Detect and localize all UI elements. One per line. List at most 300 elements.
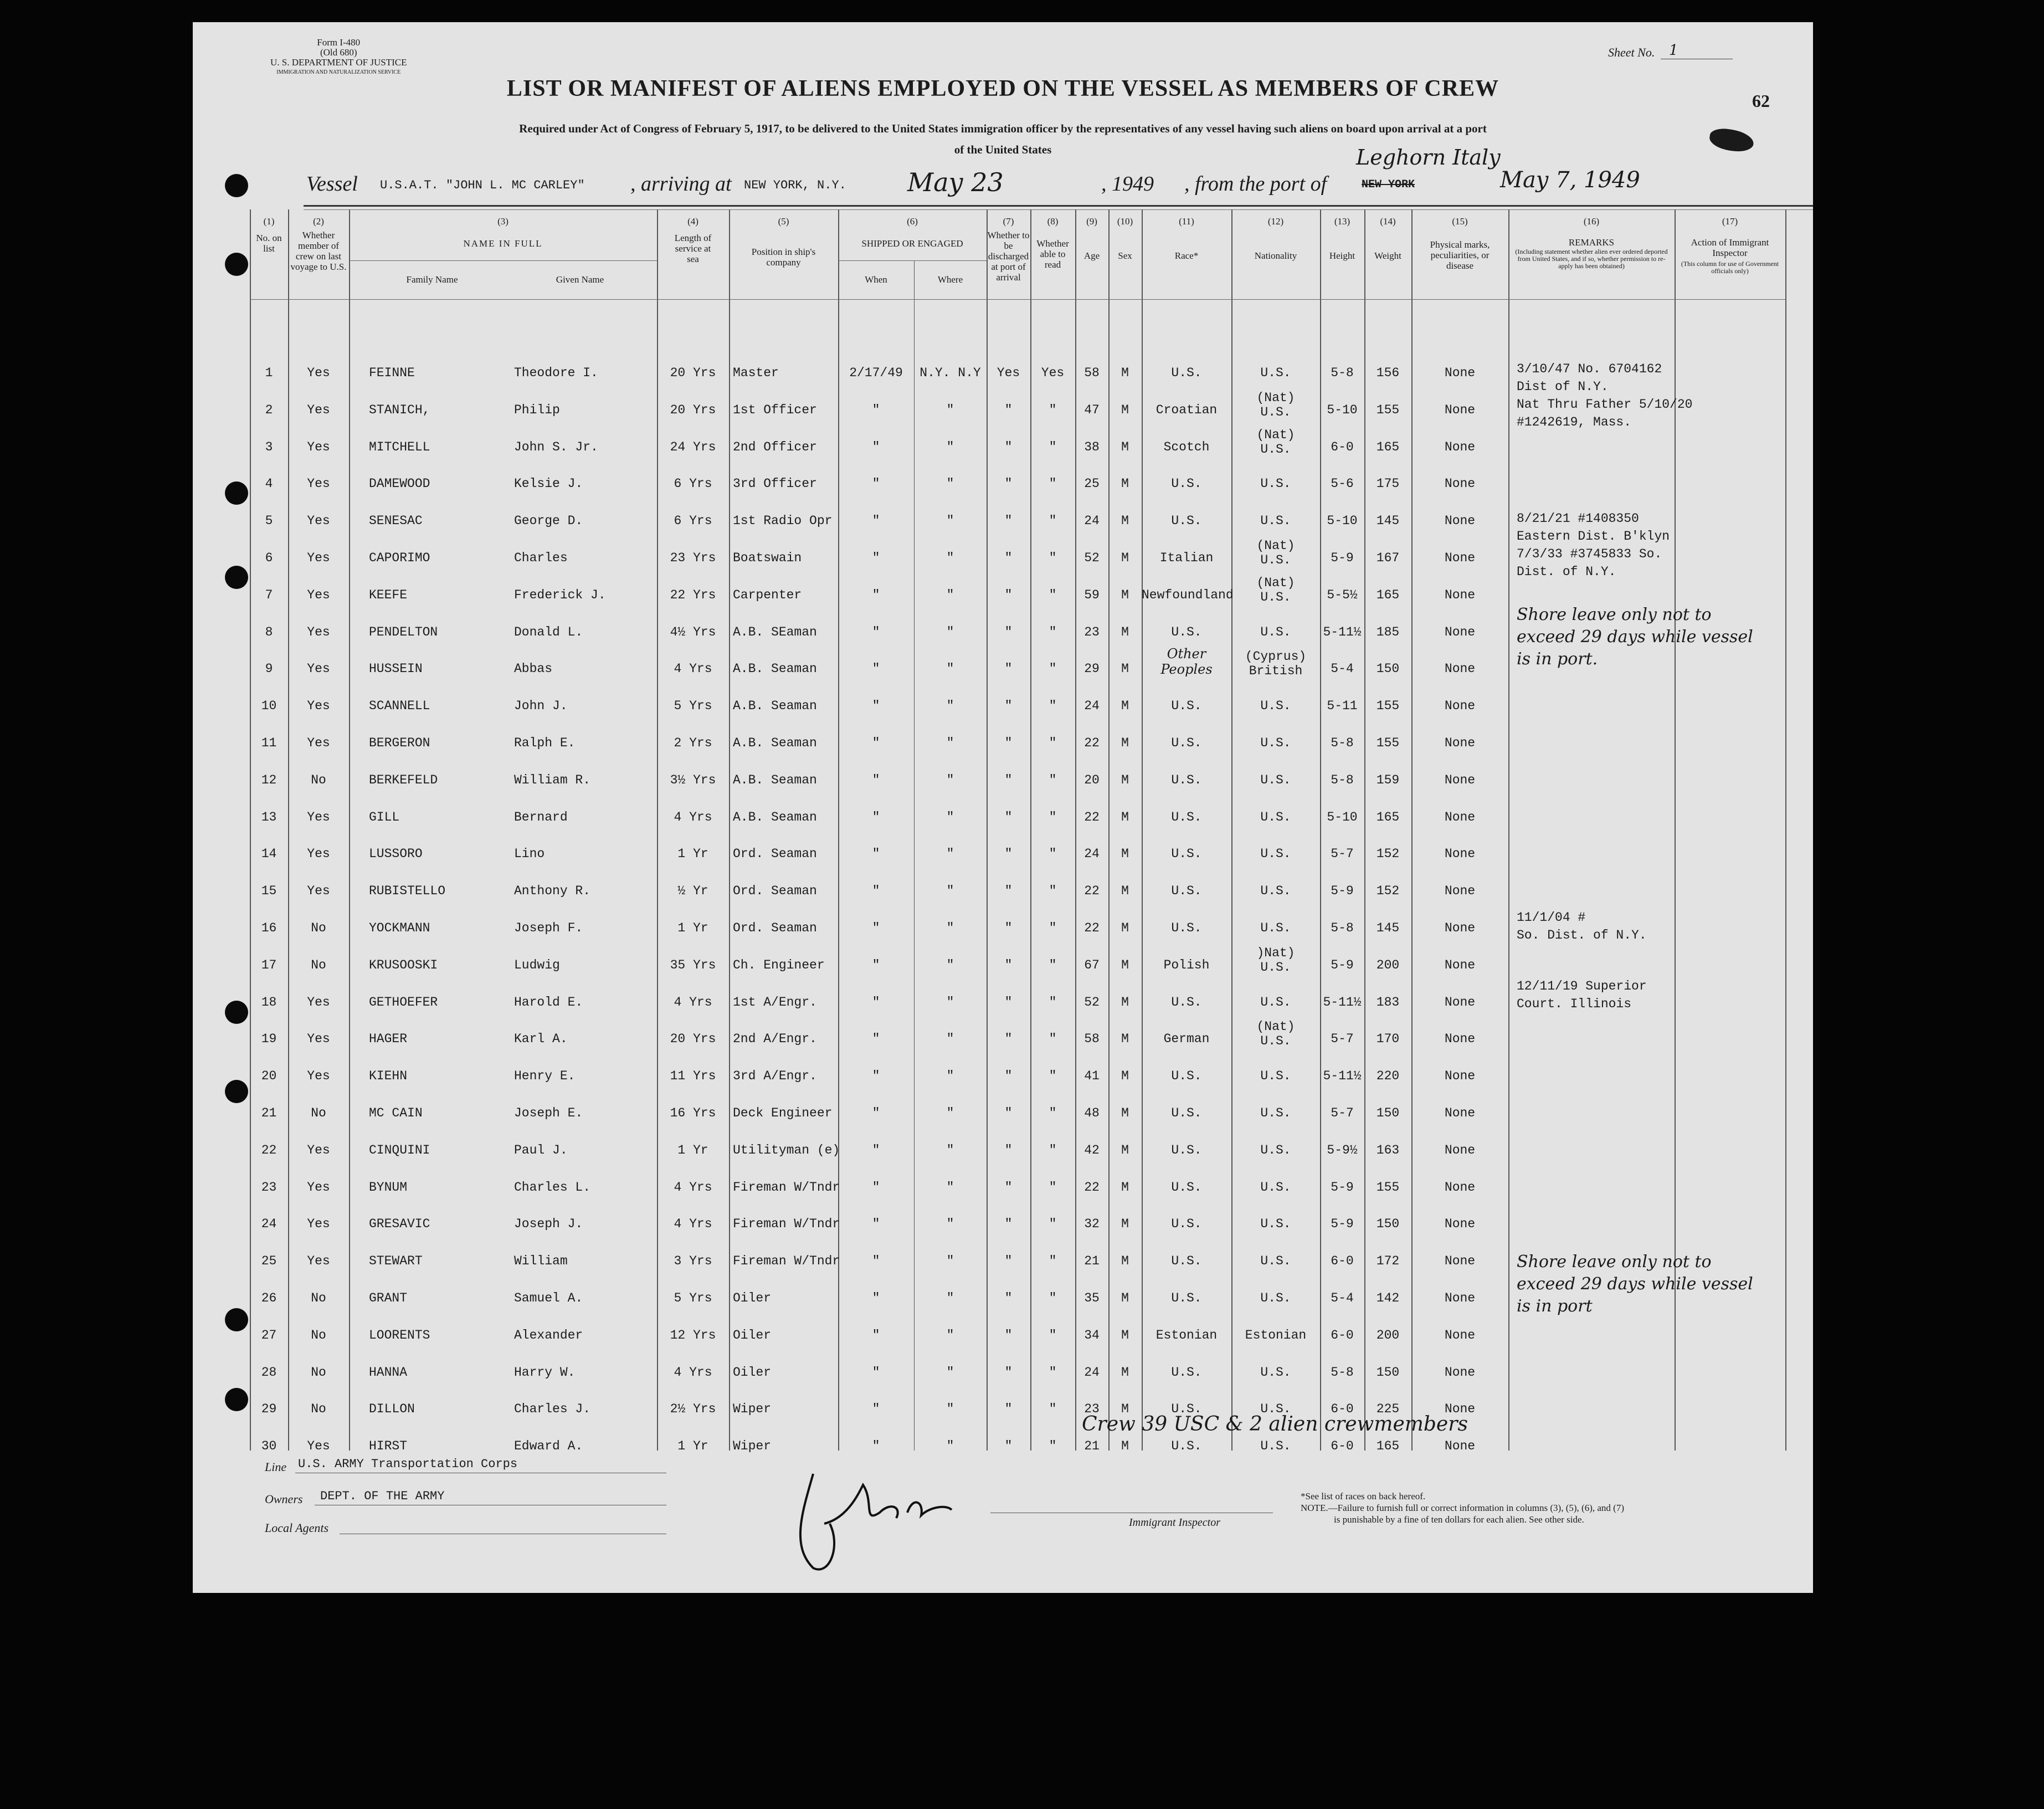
last-voyage: No: [311, 921, 326, 935]
given-name: Edward A.: [514, 1439, 583, 1454]
port-typed-struck: NEW YORK: [1362, 178, 1415, 191]
physical-marks: None: [1444, 884, 1476, 899]
height: 5-10: [1327, 514, 1358, 529]
col-11-label: Race*: [1174, 250, 1199, 261]
able-to-read: ": [1049, 1254, 1057, 1269]
length-of-service: 1 Yr: [677, 847, 708, 862]
discharged: ": [1004, 662, 1013, 677]
from-port-label: , from the port of: [1184, 172, 1327, 196]
height: 6-0: [1331, 1439, 1354, 1454]
given-name: John J.: [514, 699, 568, 714]
page-number: 62: [1752, 91, 1770, 111]
sex: M: [1121, 1254, 1129, 1269]
nationality-prefix: (Nat): [1256, 390, 1295, 405]
sex: M: [1121, 439, 1129, 454]
given-name: Harold E.: [514, 995, 583, 1009]
length-of-service: 1 Yr: [677, 1439, 708, 1454]
weight: 220: [1376, 1069, 1400, 1084]
given-name: Joseph E.: [514, 1106, 583, 1120]
race: U.S.: [1171, 1217, 1202, 1232]
nationality: U.S.: [1260, 514, 1291, 529]
shipped-when: ": [872, 514, 880, 529]
col-11-number: (11): [1179, 216, 1194, 227]
weight: 225: [1376, 1402, 1400, 1417]
table-row: [193, 686, 1813, 724]
position: 1st Radio Opr: [733, 514, 833, 529]
physical-marks: None: [1444, 587, 1476, 602]
shipped-when: ": [872, 551, 880, 565]
sex: M: [1121, 402, 1129, 417]
sex: M: [1121, 587, 1129, 602]
punch-hole: [225, 174, 248, 197]
row-number: 29: [261, 1402, 277, 1417]
race: U.S.: [1171, 1180, 1202, 1195]
discharged: ": [1004, 1439, 1013, 1454]
col-6-number: (6): [907, 216, 918, 227]
family-name-header: Family Name: [406, 274, 458, 285]
nationality: U.S.: [1260, 772, 1291, 787]
row-number: 13: [261, 809, 277, 824]
family-name: GRESAVIC: [369, 1217, 430, 1232]
age: 52: [1084, 995, 1100, 1009]
shipped-when: ": [872, 402, 880, 417]
nationality-value: British: [1249, 664, 1303, 679]
able-to-read: ": [1049, 1328, 1057, 1342]
age: 59: [1084, 587, 1100, 602]
where-header: Where: [937, 274, 963, 285]
physical-marks: None: [1444, 1254, 1476, 1269]
discharged: ": [1004, 1069, 1013, 1084]
nationality-value: U.S.: [1260, 590, 1291, 604]
shipped-where: ": [946, 1291, 954, 1305]
nationality: U.S.: [1260, 624, 1291, 639]
table-row: [193, 761, 1813, 798]
last-voyage: Yes: [307, 995, 330, 1009]
physical-marks: None: [1444, 736, 1476, 750]
given-name: Ralph E.: [514, 736, 576, 750]
position: Deck Engineer: [733, 1106, 833, 1120]
arriving-label: , arriving at: [630, 172, 732, 196]
height: 6-0: [1331, 1402, 1354, 1417]
family-name: RUBISTELLO: [369, 884, 446, 899]
shipped-where: ": [946, 1254, 954, 1269]
col-7-number: (7): [1003, 216, 1014, 227]
row-number: 20: [261, 1069, 277, 1084]
last-voyage: Yes: [307, 1180, 330, 1195]
table-row: [193, 872, 1813, 909]
table-row: [193, 1316, 1813, 1353]
physical-marks: None: [1444, 1032, 1476, 1047]
year: , 1949: [1101, 172, 1154, 196]
col-13-number: (13): [1334, 216, 1350, 227]
departure-date-handwritten: May 7, 1949: [1500, 167, 1640, 193]
row-number: 19: [261, 1032, 277, 1047]
last-voyage: Yes: [307, 1254, 330, 1269]
remarks-note: (Including statement whether alien ever ordered deported from United States, and if so, whether permission to re-apply has been obtained): [1515, 248, 1668, 270]
position: 2nd Officer: [733, 439, 817, 454]
discharged: ": [1004, 1217, 1013, 1232]
nationality: U.S.: [1260, 884, 1291, 899]
height: 5-8: [1331, 921, 1354, 935]
last-voyage: No: [311, 1328, 326, 1342]
manifest-sheet: [193, 22, 1813, 1593]
shipped-when: ": [872, 587, 880, 602]
vessel-label: Vessel: [306, 172, 358, 196]
nationality: U.S.: [1260, 476, 1291, 491]
row-number: 30: [261, 1439, 277, 1454]
row-number: 22: [261, 1142, 277, 1157]
height: 5-5½: [1327, 587, 1358, 602]
row-number: 14: [261, 847, 277, 862]
able-to-read: ": [1049, 624, 1057, 639]
position: Oiler: [733, 1365, 772, 1380]
last-voyage: Yes: [307, 847, 330, 862]
physical-marks: None: [1444, 1069, 1476, 1084]
position: Ch. Engineer: [733, 957, 825, 972]
length-of-service: 1 Yr: [677, 921, 708, 935]
length-of-service: 24 Yrs: [670, 439, 716, 454]
given-name: Kelsie J.: [514, 476, 583, 491]
height: 5-8: [1331, 366, 1354, 380]
physical-marks: None: [1444, 1402, 1476, 1417]
family-name: DILLON: [369, 1402, 415, 1417]
subtitle-line-1: Required under Act of Congress of February 5, 1917, to be delivered to the United States immigration officer by the representatives of any vessel having such aliens on board upon arrival at a port: [519, 122, 1487, 135]
physical-marks: None: [1444, 662, 1476, 677]
col-9-label: Age: [1083, 250, 1100, 261]
able-to-read: ": [1049, 1142, 1057, 1157]
given-name: Theodore I.: [514, 366, 598, 380]
arrival-date-handwritten: May 23: [907, 167, 1004, 197]
length-of-service: 4 Yrs: [674, 1180, 712, 1195]
able-to-read: ": [1049, 1106, 1057, 1120]
family-name: YOCKMANN: [369, 921, 430, 935]
family-name: GETHOEFER: [369, 995, 438, 1009]
nationality: [1231, 427, 1320, 457]
sex: M: [1121, 1032, 1129, 1047]
nationality: [1231, 575, 1320, 604]
height: 5-10: [1327, 809, 1358, 824]
able-to-read: ": [1049, 402, 1057, 417]
weight: 165: [1376, 587, 1400, 602]
port-handwritten: Leghorn Italy: [1356, 145, 1501, 170]
sex: M: [1121, 1291, 1129, 1305]
discharged: ": [1004, 1328, 1013, 1342]
sex: M: [1121, 1217, 1129, 1232]
sex: M: [1121, 921, 1129, 935]
age: 38: [1084, 439, 1100, 454]
last-voyage: Yes: [307, 662, 330, 677]
col-16-number: (16): [1583, 216, 1600, 227]
discharged: ": [1004, 772, 1013, 787]
nationality: U.S.: [1260, 1291, 1291, 1305]
weight: 150: [1376, 1365, 1400, 1380]
given-name: Henry E.: [514, 1069, 576, 1084]
race: U.S.: [1171, 809, 1202, 824]
physical-marks: None: [1444, 439, 1476, 454]
sex: M: [1121, 662, 1129, 677]
weight: 150: [1376, 662, 1400, 677]
able-to-read: ": [1049, 439, 1057, 454]
length-of-service: 6 Yrs: [674, 476, 712, 491]
last-voyage: Yes: [307, 809, 330, 824]
col-16-label: REMARKS: [1568, 237, 1615, 248]
length-of-service: 11 Yrs: [670, 1069, 716, 1084]
shipped-when: ": [872, 884, 880, 899]
form-number: Form I-480: [317, 37, 361, 48]
physical-marks: None: [1444, 809, 1476, 824]
height: 5-8: [1331, 1365, 1354, 1380]
sex: M: [1121, 772, 1129, 787]
height: 5-9: [1331, 551, 1354, 565]
age: 25: [1084, 476, 1100, 491]
row-number: 17: [261, 957, 277, 972]
race: German: [1163, 1032, 1210, 1047]
shipped-when: ": [872, 847, 880, 862]
physical-marks: None: [1444, 957, 1476, 972]
position: A.B. SEaman: [733, 624, 817, 639]
table-row: [193, 1019, 1813, 1057]
sex: M: [1121, 476, 1129, 491]
sex: M: [1121, 1069, 1129, 1084]
age: 24: [1084, 699, 1100, 714]
sex: M: [1121, 1180, 1129, 1195]
race: U.S.: [1171, 772, 1202, 787]
age: 21: [1084, 1439, 1100, 1454]
given-name-header: Given Name: [556, 274, 604, 285]
position: A.B. Seaman: [733, 809, 817, 824]
last-voyage: Yes: [307, 1439, 330, 1454]
last-voyage: Yes: [307, 736, 330, 750]
able-to-read: ": [1049, 1402, 1057, 1417]
height: 5-4: [1331, 662, 1354, 677]
race: U.S.: [1171, 847, 1202, 862]
given-name: Philip: [514, 402, 560, 417]
nationality: U.S.: [1260, 1142, 1291, 1157]
sex: M: [1121, 1328, 1129, 1342]
able-to-read: ": [1049, 514, 1057, 529]
race: U.S.: [1171, 624, 1202, 639]
position: Ord. Seaman: [733, 884, 817, 899]
table-row: [193, 1168, 1813, 1205]
age: 48: [1084, 1106, 1100, 1120]
last-voyage: Yes: [307, 699, 330, 714]
sex: M: [1121, 1142, 1129, 1157]
family-name: GILL: [369, 809, 400, 824]
shipped-when: ": [872, 921, 880, 935]
row-number: 5: [265, 514, 273, 529]
footer-note-penalty-cont: is punishable by a fine of ten dollars for each alien. See other side.: [1334, 1514, 1584, 1525]
race: U.S.: [1171, 1365, 1202, 1380]
family-name: LUSSORO: [369, 847, 423, 862]
vessel-name: U.S.A.T. "JOHN L. MC CARLEY": [380, 178, 585, 192]
age: 42: [1084, 1142, 1100, 1157]
discharged: ": [1004, 1142, 1013, 1157]
weight: 152: [1376, 884, 1400, 899]
sex: M: [1121, 1402, 1129, 1417]
age: 29: [1084, 662, 1100, 677]
race: Croatian: [1155, 402, 1218, 417]
length-of-service: 4 Yrs: [674, 1217, 712, 1232]
shipped-where: ": [946, 884, 954, 899]
handwritten-remark-row-9: Shore leave only not to exceed 29 days while vessel is in port.: [1517, 605, 1753, 669]
nationality: U.S.: [1260, 1254, 1291, 1269]
race: U.S.: [1171, 514, 1202, 529]
able-to-read: ": [1049, 847, 1057, 862]
height: 5-11: [1327, 699, 1358, 714]
family-name: FEINNE: [369, 366, 415, 380]
sex: M: [1121, 1106, 1129, 1120]
age: 32: [1084, 1217, 1100, 1232]
nationality: U.S.: [1260, 1069, 1291, 1084]
col-1-number: (1): [263, 216, 275, 227]
position: Wiper: [733, 1439, 772, 1454]
given-name: Karl A.: [514, 1032, 568, 1047]
given-name: Harry W.: [514, 1365, 576, 1380]
discharged: ": [1004, 1291, 1013, 1305]
given-name: George D.: [514, 514, 583, 529]
able-to-read: Yes: [1041, 366, 1065, 380]
col-2-number: (2): [313, 216, 324, 227]
row-number: 2: [265, 402, 273, 417]
length-of-service: 5 Yrs: [674, 699, 712, 714]
col-7-label: Whether to be discharged at port of arrival: [987, 230, 1030, 283]
shipped-where: ": [946, 1142, 954, 1157]
last-voyage: Yes: [307, 514, 330, 529]
given-name: Charles: [514, 551, 568, 565]
row-number: 27: [261, 1328, 277, 1342]
nationality: [1231, 1019, 1320, 1049]
row-number: 25: [261, 1254, 277, 1269]
nationality: U.S.: [1260, 809, 1291, 824]
position: Oiler: [733, 1291, 772, 1305]
sex: M: [1121, 366, 1129, 380]
last-voyage: No: [311, 772, 326, 787]
col-4-label: Length of service at sea: [674, 233, 712, 264]
footer-notes: [1301, 1490, 1624, 1525]
physical-marks: None: [1444, 772, 1476, 787]
col-4-number: (4): [687, 216, 699, 227]
shipped-where: ": [946, 957, 954, 972]
height: 6-0: [1331, 439, 1354, 454]
weight: 200: [1376, 1328, 1400, 1342]
shipped-where: ": [946, 995, 954, 1009]
able-to-read: ": [1049, 1439, 1057, 1454]
nationality: U.S.: [1260, 699, 1291, 714]
length-of-service: 4 Yrs: [674, 1365, 712, 1380]
action-note: (This column for use of Government officials only): [1681, 260, 1779, 275]
table-row: [193, 1094, 1813, 1131]
height: 5-11½: [1323, 1069, 1362, 1084]
weight: 172: [1376, 1254, 1400, 1269]
shipped-where: ": [946, 736, 954, 750]
age: 35: [1084, 1291, 1100, 1305]
age: 22: [1084, 1180, 1100, 1195]
sex: M: [1121, 1439, 1129, 1454]
nationality: [1231, 649, 1320, 679]
position: A.B. Seaman: [733, 736, 817, 750]
position: Master: [733, 366, 779, 380]
shipped-when: ": [872, 662, 880, 677]
family-name: HANNA: [369, 1365, 408, 1380]
position: 3rd Officer: [733, 476, 817, 491]
row-number: 1: [265, 366, 273, 380]
able-to-read: ": [1049, 957, 1057, 972]
nationality-value: U.S.: [1260, 442, 1291, 457]
given-name: Bernard: [514, 809, 568, 824]
table-row: [193, 798, 1813, 835]
physical-marks: None: [1444, 1180, 1476, 1195]
physical-marks: None: [1444, 551, 1476, 565]
col-12-number: (12): [1267, 216, 1284, 227]
row-number: 23: [261, 1180, 277, 1195]
physical-marks: None: [1444, 1365, 1476, 1380]
age: 22: [1084, 884, 1100, 899]
col-12-label: Nationality: [1254, 250, 1297, 261]
col-17-number: (17): [1722, 216, 1738, 227]
weight: 200: [1376, 957, 1400, 972]
shipped-where: ": [946, 662, 954, 677]
last-voyage: Yes: [307, 366, 330, 380]
race: U.S.: [1171, 1439, 1202, 1454]
shipped-where: ": [946, 847, 954, 862]
col-14-number: (14): [1380, 216, 1396, 227]
sex: M: [1121, 1365, 1129, 1380]
family-name: MITCHELL: [369, 439, 430, 454]
length-of-service: 12 Yrs: [670, 1328, 716, 1342]
race: U.S.: [1171, 1142, 1202, 1157]
position: Fireman W/Tndr: [733, 1254, 840, 1269]
col-14-label: Weight: [1374, 250, 1401, 261]
weight: 152: [1376, 847, 1400, 862]
physical-marks: None: [1444, 995, 1476, 1009]
shipped-where: ": [946, 772, 954, 787]
row-number: 26: [261, 1291, 277, 1305]
col-6-label: SHIPPED OR ENGAGED: [861, 238, 963, 249]
col-3-label: NAME IN FULL: [463, 238, 543, 249]
row-number: 7: [265, 587, 273, 602]
given-name: William: [514, 1254, 568, 1269]
discharged: ": [1004, 884, 1013, 899]
remarks-row-6-7: 8/21/21 #1408350 Eastern Dist. B'klyn 7/3/33 #3745833 So. Dist. of N.Y.: [1517, 511, 1670, 579]
race: U.S.: [1171, 995, 1202, 1009]
race: U.S.: [1171, 476, 1202, 491]
position: Fireman W/Tndr: [733, 1217, 840, 1232]
physical-marks: None: [1444, 624, 1476, 639]
race: Estonian: [1155, 1328, 1218, 1342]
race: Italian: [1159, 551, 1214, 565]
age: 58: [1084, 1032, 1100, 1047]
position: Utilityman (e): [733, 1142, 840, 1157]
family-name: HIRST: [369, 1439, 408, 1454]
shipped-where: ": [946, 439, 954, 454]
owners-value: DEPT. OF THE ARMY: [320, 1489, 445, 1503]
length-of-service: 6 Yrs: [674, 514, 712, 529]
shipped-where: ": [946, 587, 954, 602]
discharged: ": [1004, 402, 1013, 417]
race: Polish: [1163, 957, 1210, 972]
department: U. S. DEPARTMENT OF JUSTICE: [270, 57, 407, 68]
physical-marks: None: [1444, 699, 1476, 714]
last-voyage: Yes: [307, 624, 330, 639]
last-voyage: No: [311, 1106, 326, 1120]
age: 23: [1084, 1402, 1100, 1417]
family-name: SCANNELL: [369, 699, 430, 714]
footer-note-penalty: NOTE.—Failure to furnish full or correct information in columns (3), (5), (6), and (7): [1301, 1503, 1624, 1513]
shipped-when: ": [872, 1142, 880, 1157]
height: 5-7: [1331, 1106, 1354, 1120]
discharged: ": [1004, 809, 1013, 824]
shipped-when: ": [872, 1180, 880, 1195]
